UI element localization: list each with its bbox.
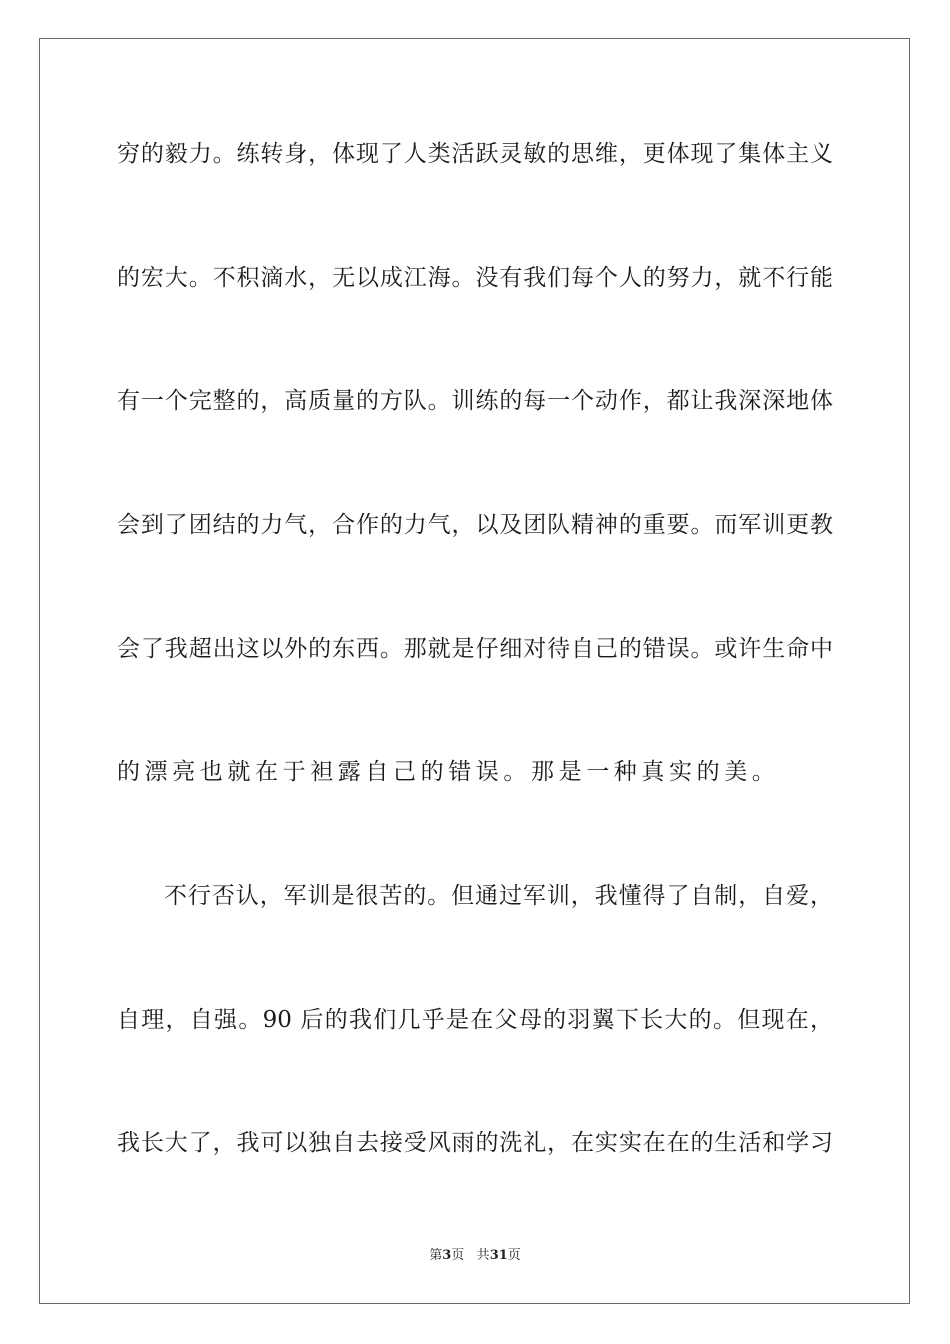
paragraph-first-line: 不行否认，军训是很苦的。但通过军训，我懂得了自制，自爱，: [164, 883, 833, 909]
page-number: 3: [442, 1248, 452, 1263]
text-line: 穷的毅力。练转身，体现了人类活跃灵敏的思维，更体现了集体主义: [117, 141, 833, 167]
page-footer: [0, 1247, 950, 1265]
text-line: 自理，自强。90 后的我们几乎是在父母的羽翼下长大的。但现在，: [117, 1007, 833, 1033]
text-line: 的漂亮也就在于袒露自己的错误。那是一种真实的美。: [117, 759, 780, 785]
page-prefix: 第: [429, 1248, 443, 1263]
total-suffix: 页: [507, 1248, 521, 1263]
text-line: 会了我超出这以外的东西。那就是仔细对待自己的错误。或许生命中: [117, 636, 833, 662]
text-line: 会到了团结的力气，合作的力气，以及团队精神的重要。而军训更教: [117, 512, 833, 538]
page-border: [39, 38, 910, 1304]
page-suffix: 页: [451, 1248, 465, 1263]
text-line: 有一个完整的，高质量的方队。训练的每一个动作，都让我深深地体: [117, 388, 833, 414]
text-line: 的宏大。不积滴水，无以成江海。没有我们每个人的努力，就不行能: [117, 265, 833, 291]
total-pages: 31: [489, 1248, 508, 1263]
total-prefix: 共: [476, 1248, 490, 1263]
text-line: 我长大了，我可以独自去接受风雨的洗礼，在实实在在的生活和学习: [117, 1130, 833, 1156]
